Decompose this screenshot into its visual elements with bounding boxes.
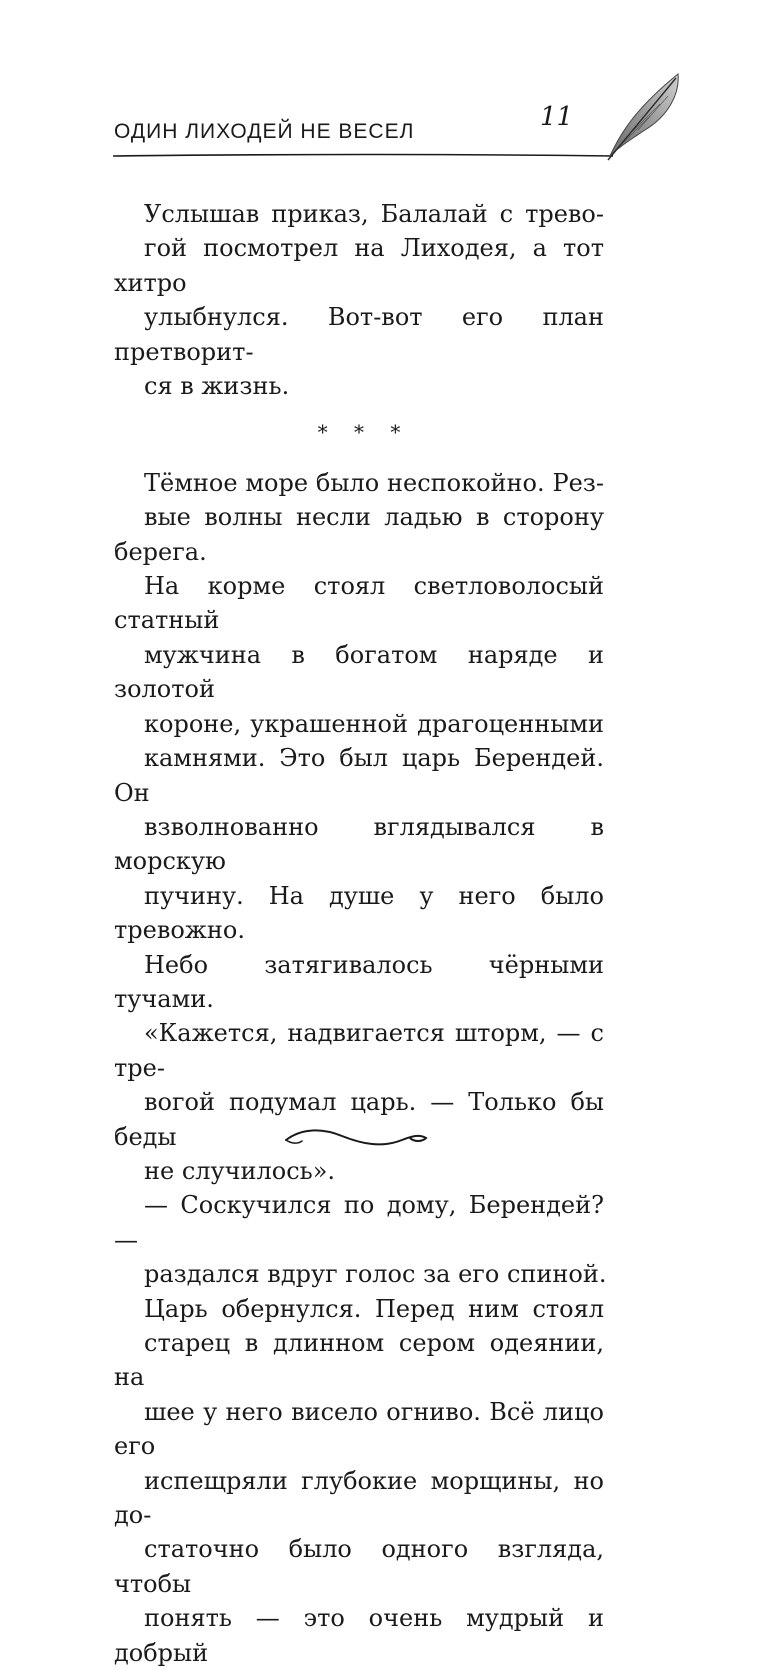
flourish-ornament [282, 1124, 430, 1154]
text-line: — Соскучился по дому, Берендей? — [114, 1191, 604, 1254]
text-line: короне, украшенной драгоценными [144, 709, 604, 738]
section-separator: * * * [317, 420, 411, 445]
text-line: ся в жизнь. [144, 372, 290, 401]
running-title: ОДИН ЛИХОДЕЙ НЕ ВЕСЕЛ [114, 120, 415, 143]
text-line: взволнованно вглядывался в морскую [114, 812, 604, 876]
text-line: Тёмное море было неспокойно. Рез- [144, 468, 604, 497]
text-line: камнями. Это был царь Берендей. Он [114, 744, 604, 807]
text-line: мужчина в богатом наряде и золотой [114, 640, 604, 704]
text-line: На корме стоял светловолосый статный [114, 572, 604, 635]
text-line: пучину. На душе у него было тревожно. [114, 881, 604, 945]
text-line: понять — это очень мудрый и добрый [114, 1604, 604, 1667]
header-rule [113, 152, 613, 160]
text-line: статочно было одного взгляда, чтобы [114, 1535, 604, 1598]
text-line: гой посмотрел на Лиходея, а тот хитро [114, 234, 604, 297]
text-line: не случилось». [144, 1156, 336, 1185]
page-number: 11 [540, 102, 574, 132]
paragraph-1 [114, 197, 604, 403]
paragraph-4 [114, 1292, 604, 1670]
text-line: испещряли глубокие морщины, но до- [114, 1466, 604, 1530]
paragraph-2 [114, 466, 604, 1189]
text-line: раздался вдруг голос за его спиной. [144, 1260, 607, 1289]
text-line: вогой подумал царь. — Только бы беды [114, 1088, 604, 1151]
text-line: Царь обернулся. Перед ним стоял [144, 1294, 604, 1323]
text-line: шее у него висело огниво. Всё лицо его [114, 1397, 604, 1461]
text-line: вые волны несли ладью в сторону берега. [114, 503, 604, 566]
text-line: Услышав приказ, Балалай с трево- [144, 200, 604, 228]
feather-icon [590, 64, 690, 164]
text-line: старец в длинном сером одеянии, на [114, 1329, 604, 1392]
text-line: улыбнулся. Вот-вот его план претворит- [114, 303, 604, 366]
body-text [114, 197, 607, 1670]
text-line: «Кажется, надвигается шторм, — с тре- [114, 1019, 604, 1082]
text-line: Небо затягивалось чёрными тучами. [114, 950, 604, 1013]
